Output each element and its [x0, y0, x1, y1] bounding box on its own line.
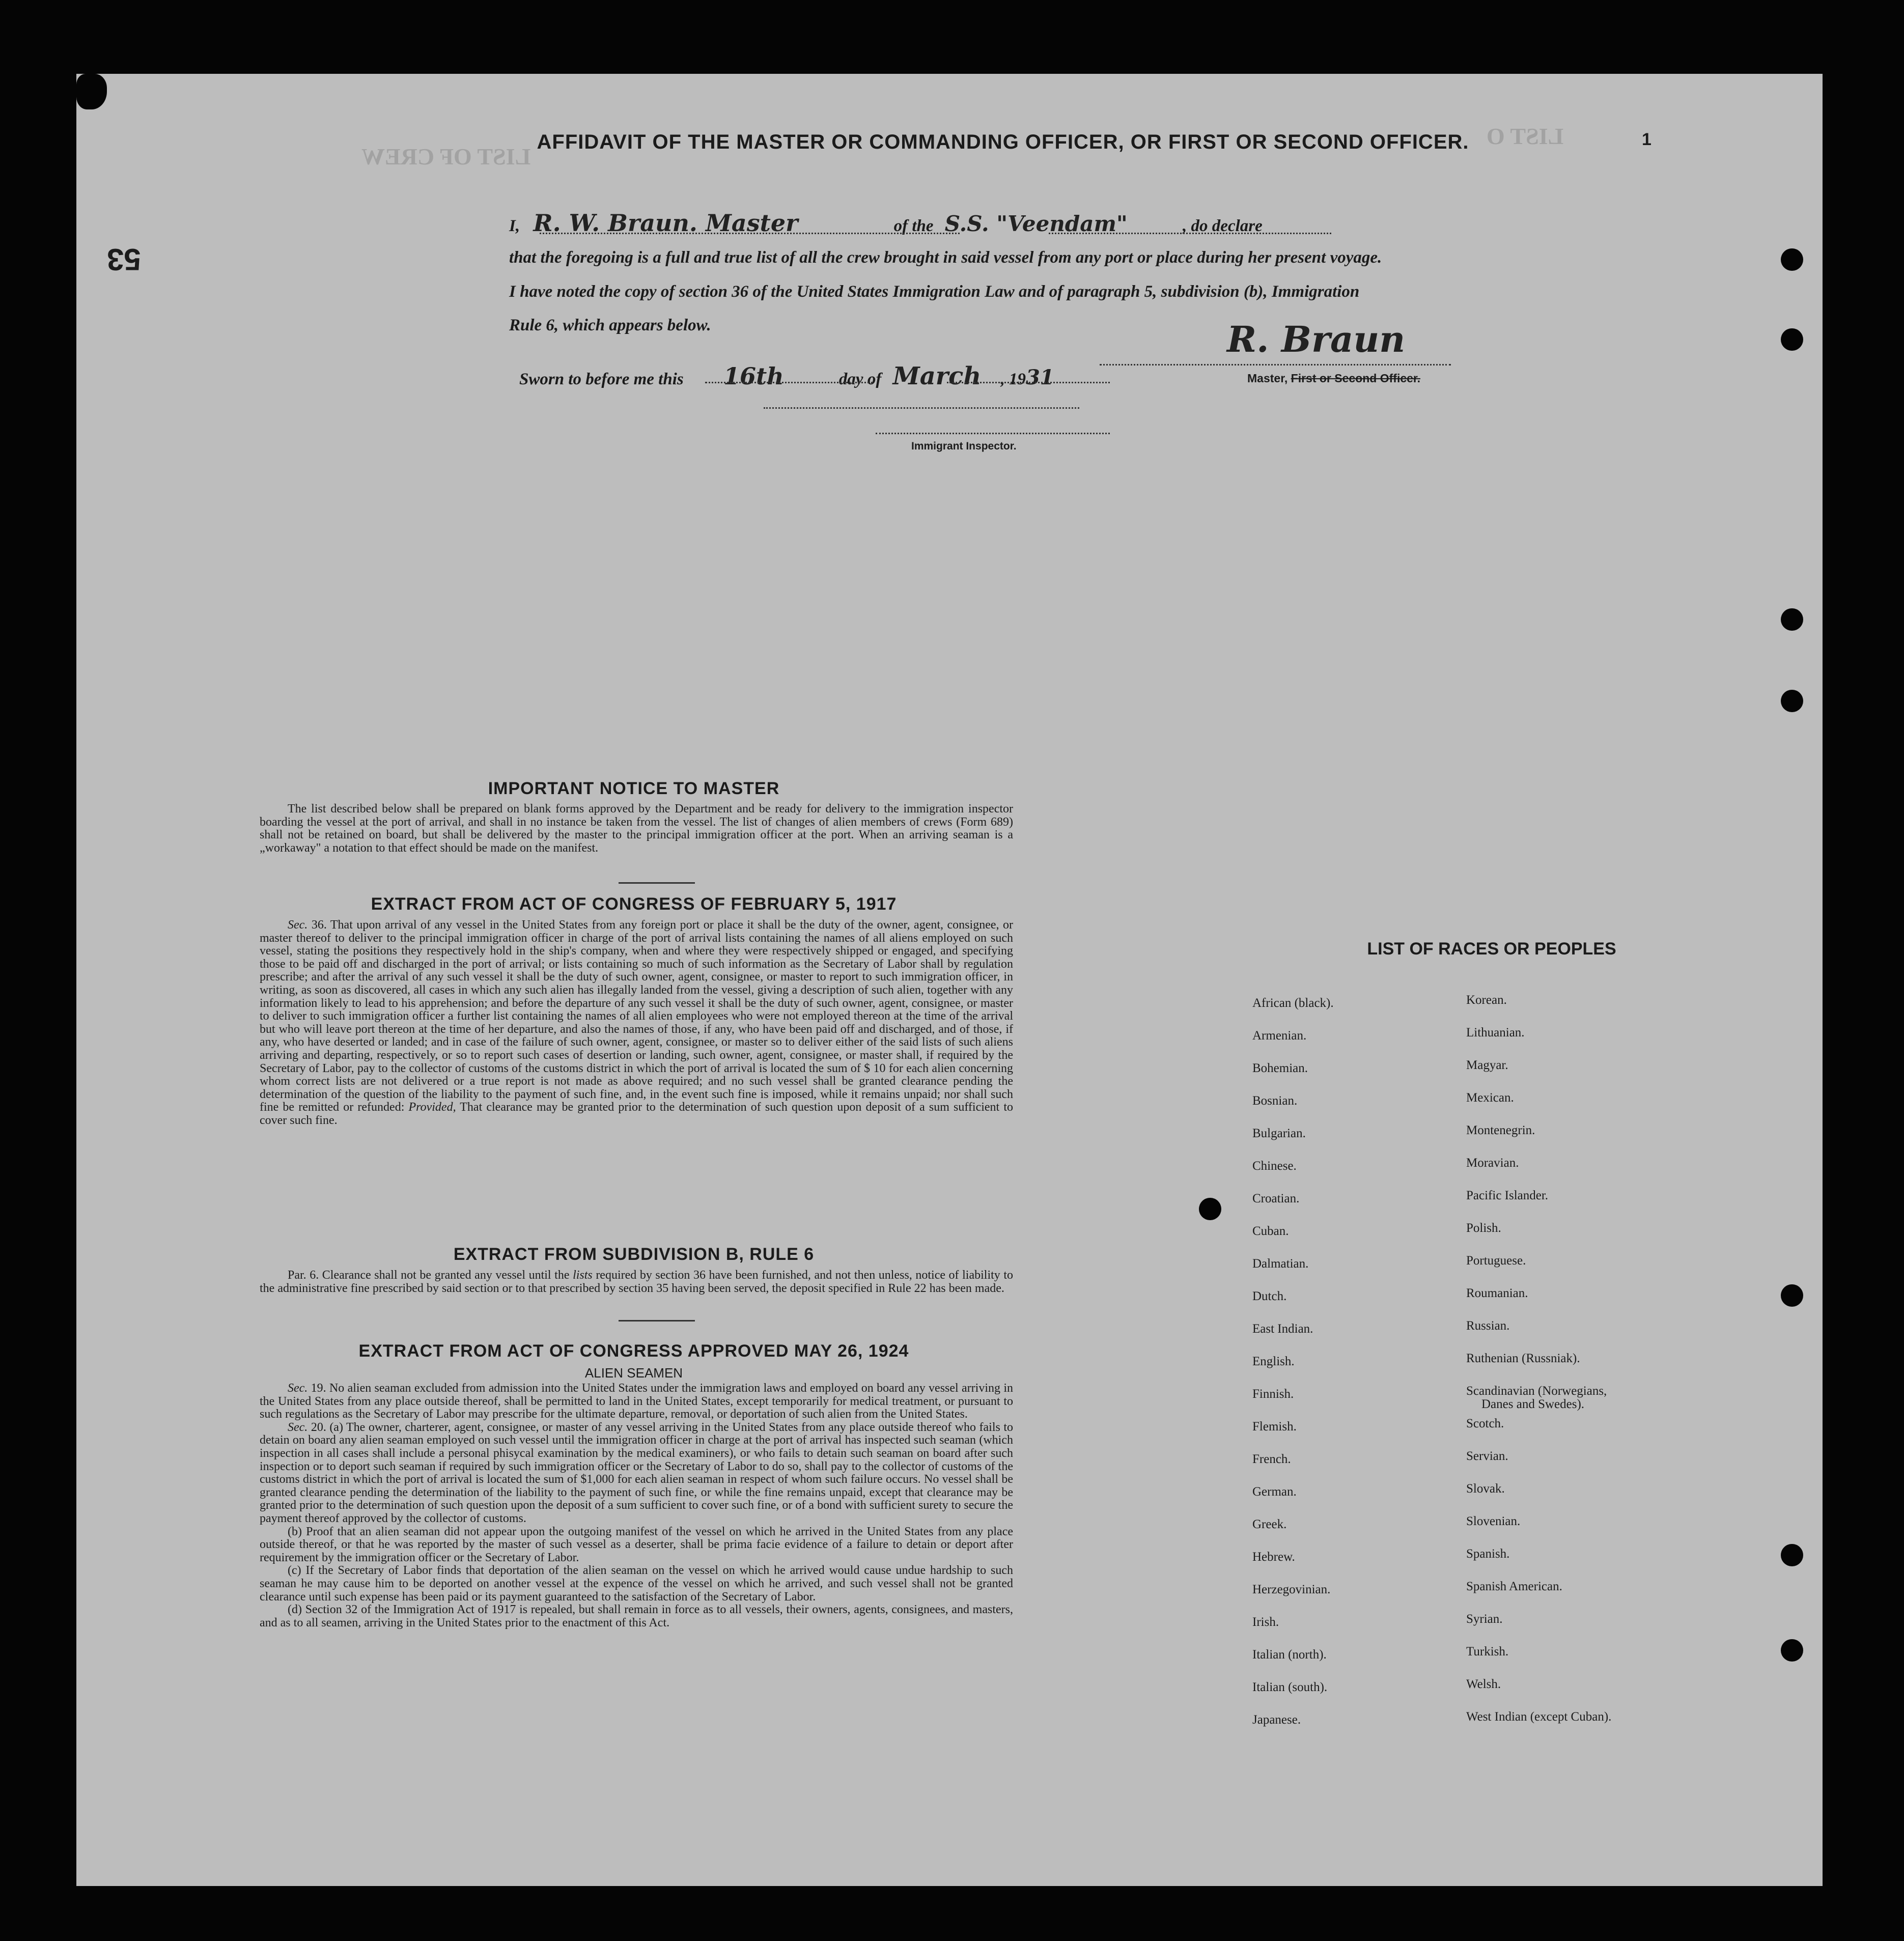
signature-title-struck: First or Second Officer. — [1291, 372, 1420, 385]
race-right: Polish. — [1466, 1221, 1501, 1235]
inspector-signature-line-2 — [876, 433, 1110, 434]
affidavit-of: of the — [893, 217, 934, 235]
sworn-line — [519, 364, 1283, 388]
race-left: French. — [1252, 1452, 1291, 1466]
race-left: Japanese. — [1252, 1713, 1301, 1727]
bleed-through-text-left: LIST OF CREW — [361, 144, 531, 170]
master-name: R. W. Braun. Master — [533, 209, 798, 237]
race-right: Scotch. — [1466, 1417, 1504, 1430]
affidavit-title: AFFIDAVIT OF THE MASTER OR COMMANDING OFFICER, OR FIRST OR SECOND OFFICER. — [537, 131, 1469, 153]
vessel-blank-line — [1049, 233, 1331, 234]
race-left: Bohemian. — [1252, 1061, 1308, 1075]
provided-label: Provided, — [408, 1101, 456, 1114]
race-right: Spanish. — [1466, 1547, 1510, 1561]
bleed-through-text-right: LIST O — [1487, 123, 1564, 149]
affidavit-declare: , do declare — [1183, 217, 1263, 235]
affidavit-line-1 — [509, 211, 1527, 235]
race-left: African (black). — [1252, 996, 1334, 1010]
sworn-month-blank-line — [947, 382, 1110, 383]
race-left: German. — [1252, 1485, 1297, 1499]
race-right: Russian. — [1466, 1319, 1510, 1333]
sec-20-text: 20. (a) The owner, charterer, agent, consignee, or master of any vessel arriving in the United States from any place outside thereof who fails to detain on board any alien seaman employed on such vessel until the immigration officer in charge at the port of arrival has inspected such seaman (which inspection in all cases shall include a personal phisycal examination by the medical examiners), or who fails to detain such seaman on board after such inspection or to deport such seaman if required by such immigration officer or the Secretary of Labor to do so, shall pay to the collector of customs of the customs district in which the port of arrival is located the sum of $1,000 for each alien seaman in respect of whom such failure occurs. No vessel shall be granted clearance pending the determination of the liability to the payment of such fine, or while the fine remains unpaid, except that clearance may be granted prior to the determination of such question upon the deposit of a sum sufficient to cover such fine, or of a bond with sufficient surety to secure the payment thereof approved by the collector of customs. — [260, 1420, 1013, 1525]
race-left: Armenian. — [1252, 1029, 1307, 1043]
sworn-day-blank-line — [705, 382, 873, 383]
race-right: Slovak. — [1466, 1482, 1505, 1496]
extract-1924-subtitle: ALIEN SEAMEN — [584, 1365, 683, 1381]
rule6-text-a: Par. 6. Clearance shall not be granted any vessel until the — [288, 1269, 573, 1282]
race-right: Welsh. — [1466, 1677, 1501, 1691]
inspector-signature-line-1 — [764, 407, 1079, 409]
sworn-month: March — [892, 362, 982, 390]
race-right: Danes and Swedes). — [1481, 1397, 1585, 1411]
punch-hole-icon — [1781, 328, 1803, 351]
extract-1924-title: EXTRACT FROM ACT OF CONGRESS APPROVED MAY 26, 1924 — [358, 1341, 909, 1361]
race-left: Croatian. — [1252, 1192, 1300, 1205]
race-left: Cuban. — [1252, 1224, 1289, 1238]
sworn-day-of: day of — [838, 370, 882, 388]
race-left: Dalmatian. — [1252, 1257, 1309, 1271]
sworn-year: 31 — [1025, 365, 1054, 389]
race-left: Dutch. — [1252, 1289, 1287, 1303]
race-right: Roumanian. — [1466, 1286, 1528, 1300]
race-right: Lithuanian. — [1466, 1026, 1525, 1039]
divider — [619, 882, 695, 884]
race-right: Magyar. — [1466, 1058, 1508, 1072]
sworn-day: 16th — [723, 362, 784, 390]
master-signature: R. Braun — [1227, 318, 1406, 360]
sworn-prefix: Sworn to before me this — [519, 370, 684, 388]
race-left: Bulgarian. — [1252, 1127, 1306, 1140]
race-left: English. — [1252, 1355, 1295, 1368]
sec-label: Sec. — [288, 918, 308, 932]
affidavit-line-4: Rule 6, which appears below. — [509, 316, 711, 334]
inspector-label: Immigrant Inspector. — [911, 440, 1017, 452]
page-number: 53 — [107, 242, 141, 276]
race-left: Irish. — [1252, 1615, 1279, 1629]
punch-hole-icon — [1781, 1639, 1803, 1662]
race-right: Syrian. — [1466, 1612, 1503, 1626]
race-right: Pacific Islander. — [1466, 1189, 1549, 1202]
notice-text: The list described below shall be prepared on blank forms approved by the Department and be ready for delivery to the immigration inspector boarding the vessel at the port of arrival, and shall in no instance be taken from the vessel. The list of changes of alien members of crews (Form 689) shall not be retained on board, but shall be delivered by the master to the principal immigration officer at the port. When an arriving seaman is a „workaway" a notation to that effect should be made on the manifest. — [260, 802, 1013, 855]
race-right: Scandinavian (Norwegians, — [1466, 1384, 1607, 1398]
punch-notch-icon — [76, 74, 107, 109]
notice-title: IMPORTANT NOTICE TO MASTER — [488, 779, 780, 798]
punch-hole-icon — [1781, 690, 1803, 712]
race-right: Slovenian. — [1466, 1514, 1521, 1528]
race-right: Portuguese. — [1466, 1254, 1526, 1268]
race-left: Italian (north). — [1252, 1648, 1327, 1662]
document-sheet — [76, 74, 1823, 1886]
races-title: LIST OF RACES OR PEOPLES — [1367, 939, 1616, 959]
punch-hole-icon — [1781, 608, 1803, 631]
sworn-year-prefix: , 19 — [1000, 370, 1026, 388]
divider — [619, 1320, 695, 1321]
punch-hole-icon — [1199, 1198, 1221, 1220]
race-right: Montenegrin. — [1466, 1123, 1535, 1137]
provided-text: That clearance may be granted prior to the determination of such question upon deposit of a sum sufficient to cover such fine. — [260, 1101, 1013, 1127]
race-right: Turkish. — [1466, 1645, 1509, 1658]
race-left: Bosnian. — [1252, 1094, 1298, 1108]
name-blank-line — [540, 233, 960, 234]
sec-36-text: 36. That upon arrival of any vessel in the United States from any foreign port or place it shall be the duty of the owner, agent, consignee, or master thereof to deliver to the principal immigration officer in charge of the port of arrival lists containing the names of all aliens employed on such vessel, stating the positions they respectively hold in the ship's company, when and where they were respectively shipped or engaged, and specifying those to be paid off and discharged in the port of arrival; or lists containing so much of such information as the Secretary of Labor shall by regulation prescribe; and after the arrival of any such vessel it shall be the duty of such owner, agent, consignee, or master to report to such immigration officer, in writing, as soon as discovered, all cases in which any such alien has illegally landed from the vessel, giving a description of such alien, together with any information likely to lead to his apprehension; and before the departure of any such vessel it shall be the duty of such owner, agent, consignee, or master to deliver to such immigration officer a further list containing the names of all alien employees who were not employed thereon at the time of the arrival but who will leave port thereon at the time of her departure, and also the names of those, if any, who have been paid off and discharged, and of those, if any, who have deserted or landed; and in case of the failure of such owner, agent, consignee, or master so to deliver either of the said lists of such aliens arriving and departing, respectively, or so to report such cases of desertion or landing, such owner, agent, consignee, or master shall, if required by the Secretary of Labor, pay to the collector of customs of the customs district in which the port of arrival is located the sum of $ 10 for each alien concerning whom correct lists are not delivered or a true report is not made as above required; and no such vessel shall be granted clearance pending the determination of the question of the liability to the payment of such fine, and, in the event such fine is imposed, while it remains unpaid; nor shall such fine be remitted or refunded: — [260, 918, 1013, 1114]
para-d: (d) Section 32 of the Immigration Act of 1917 is repealed, but shall remain in force as to all vessels, their owners, agents, consignees, and masters, and as to all seamen, arriving in the United States prior to the enactment of this Act. — [260, 1603, 1013, 1629]
signature-title-master: Master, — [1247, 372, 1288, 385]
race-right: Servian. — [1466, 1449, 1508, 1463]
race-right: West Indian (except Cuban). — [1466, 1710, 1612, 1724]
affidavit-line-3: I have noted the copy of section 36 of the United States Immigration Law and of paragraph 5, subdivision (b), Immigration — [509, 283, 1360, 301]
extract-rule6-title: EXTRACT FROM SUBDIVISION B, RULE 6 — [453, 1245, 815, 1264]
race-left: Flemish. — [1252, 1420, 1297, 1433]
affidavit-line-2: that the foregoing is a full and true list of all the crew brought in said vessel from any port or place during her present voyage. — [509, 248, 1382, 267]
race-right: Spanish American. — [1466, 1580, 1562, 1593]
race-left: Italian (south). — [1252, 1680, 1328, 1694]
race-right: Korean. — [1466, 993, 1507, 1007]
sheet-number: 1 — [1642, 130, 1651, 149]
rule6-text-b: required by section 36 have been furnished, and not then unless, notice of liability to the administrative fine prescribed by said section or to that prescribed by section 35 having been served, the deposit specified in Rule 22 has been made. — [260, 1269, 1014, 1295]
sec-19-text: 19. No alien seaman excluded from admission into the United States under the immigration laws and employed on board any vessel arriving in the United States from any place outside thereof, shall be permitted to land in the United States, except temporarily for medical treatment, or pursuant to such regulations as the Secretary of Labor may prescribe for the ultimate departure, removal, or deportation of such alien from the United States. — [260, 1382, 1013, 1421]
race-left: Finnish. — [1252, 1387, 1294, 1401]
sec-label: Sec. — [288, 1420, 308, 1434]
para-b: (b) Proof that an alien seaman did not appear upon the outgoing manifest of the vessel on which he arrived in the United States from any place outside thereof, or that he was reported by the master of such vessel as a deserter, shall be prima facie evidence of a failure to detain or deport after requirement by the immigration officer or the Secretary of Labor. — [260, 1525, 1013, 1564]
extract-1924-text — [260, 1382, 1013, 1629]
affidavit-prefix: I, — [509, 217, 520, 235]
race-left: Chinese. — [1252, 1159, 1297, 1173]
extract-rule6-text — [260, 1269, 1013, 1295]
para-c: (c) If the Secretary of Labor finds that deportation of the alien seaman on the vessel on which he arrived would cause undue hardship to such seaman he may cause him to be deported on another vessel at the expence of the vessel on which he arrived, and such vessel shall not be granted clearance until such expense has been paid or its payment guaranteed to the satisfaction of the Secretary of Labor. — [260, 1564, 1013, 1604]
race-right: Ruthenian (Russniak). — [1466, 1352, 1580, 1365]
extract-1917-title: EXTRACT FROM ACT OF CONGRESS OF FEBRUARY 5, 1917 — [371, 894, 897, 914]
punch-hole-icon — [1781, 248, 1803, 271]
race-left: Herzegovinian. — [1252, 1583, 1331, 1596]
rule6-lists: lists — [573, 1269, 593, 1282]
punch-hole-icon — [1781, 1544, 1803, 1566]
vessel-name: S.S. "Veendam" — [944, 211, 1128, 236]
race-left: Hebrew. — [1252, 1550, 1295, 1564]
punch-hole-icon — [1781, 1284, 1803, 1307]
sec-label: Sec. — [288, 1382, 308, 1395]
race-right: Mexican. — [1466, 1091, 1514, 1105]
race-right: Moravian. — [1466, 1156, 1519, 1170]
sec-20-paragraph — [260, 1421, 1013, 1526]
race-left: Greek. — [1252, 1517, 1287, 1531]
sec-19-paragraph — [260, 1382, 1013, 1421]
race-left: East Indian. — [1252, 1322, 1313, 1336]
extract-1917-text — [260, 919, 1013, 1128]
